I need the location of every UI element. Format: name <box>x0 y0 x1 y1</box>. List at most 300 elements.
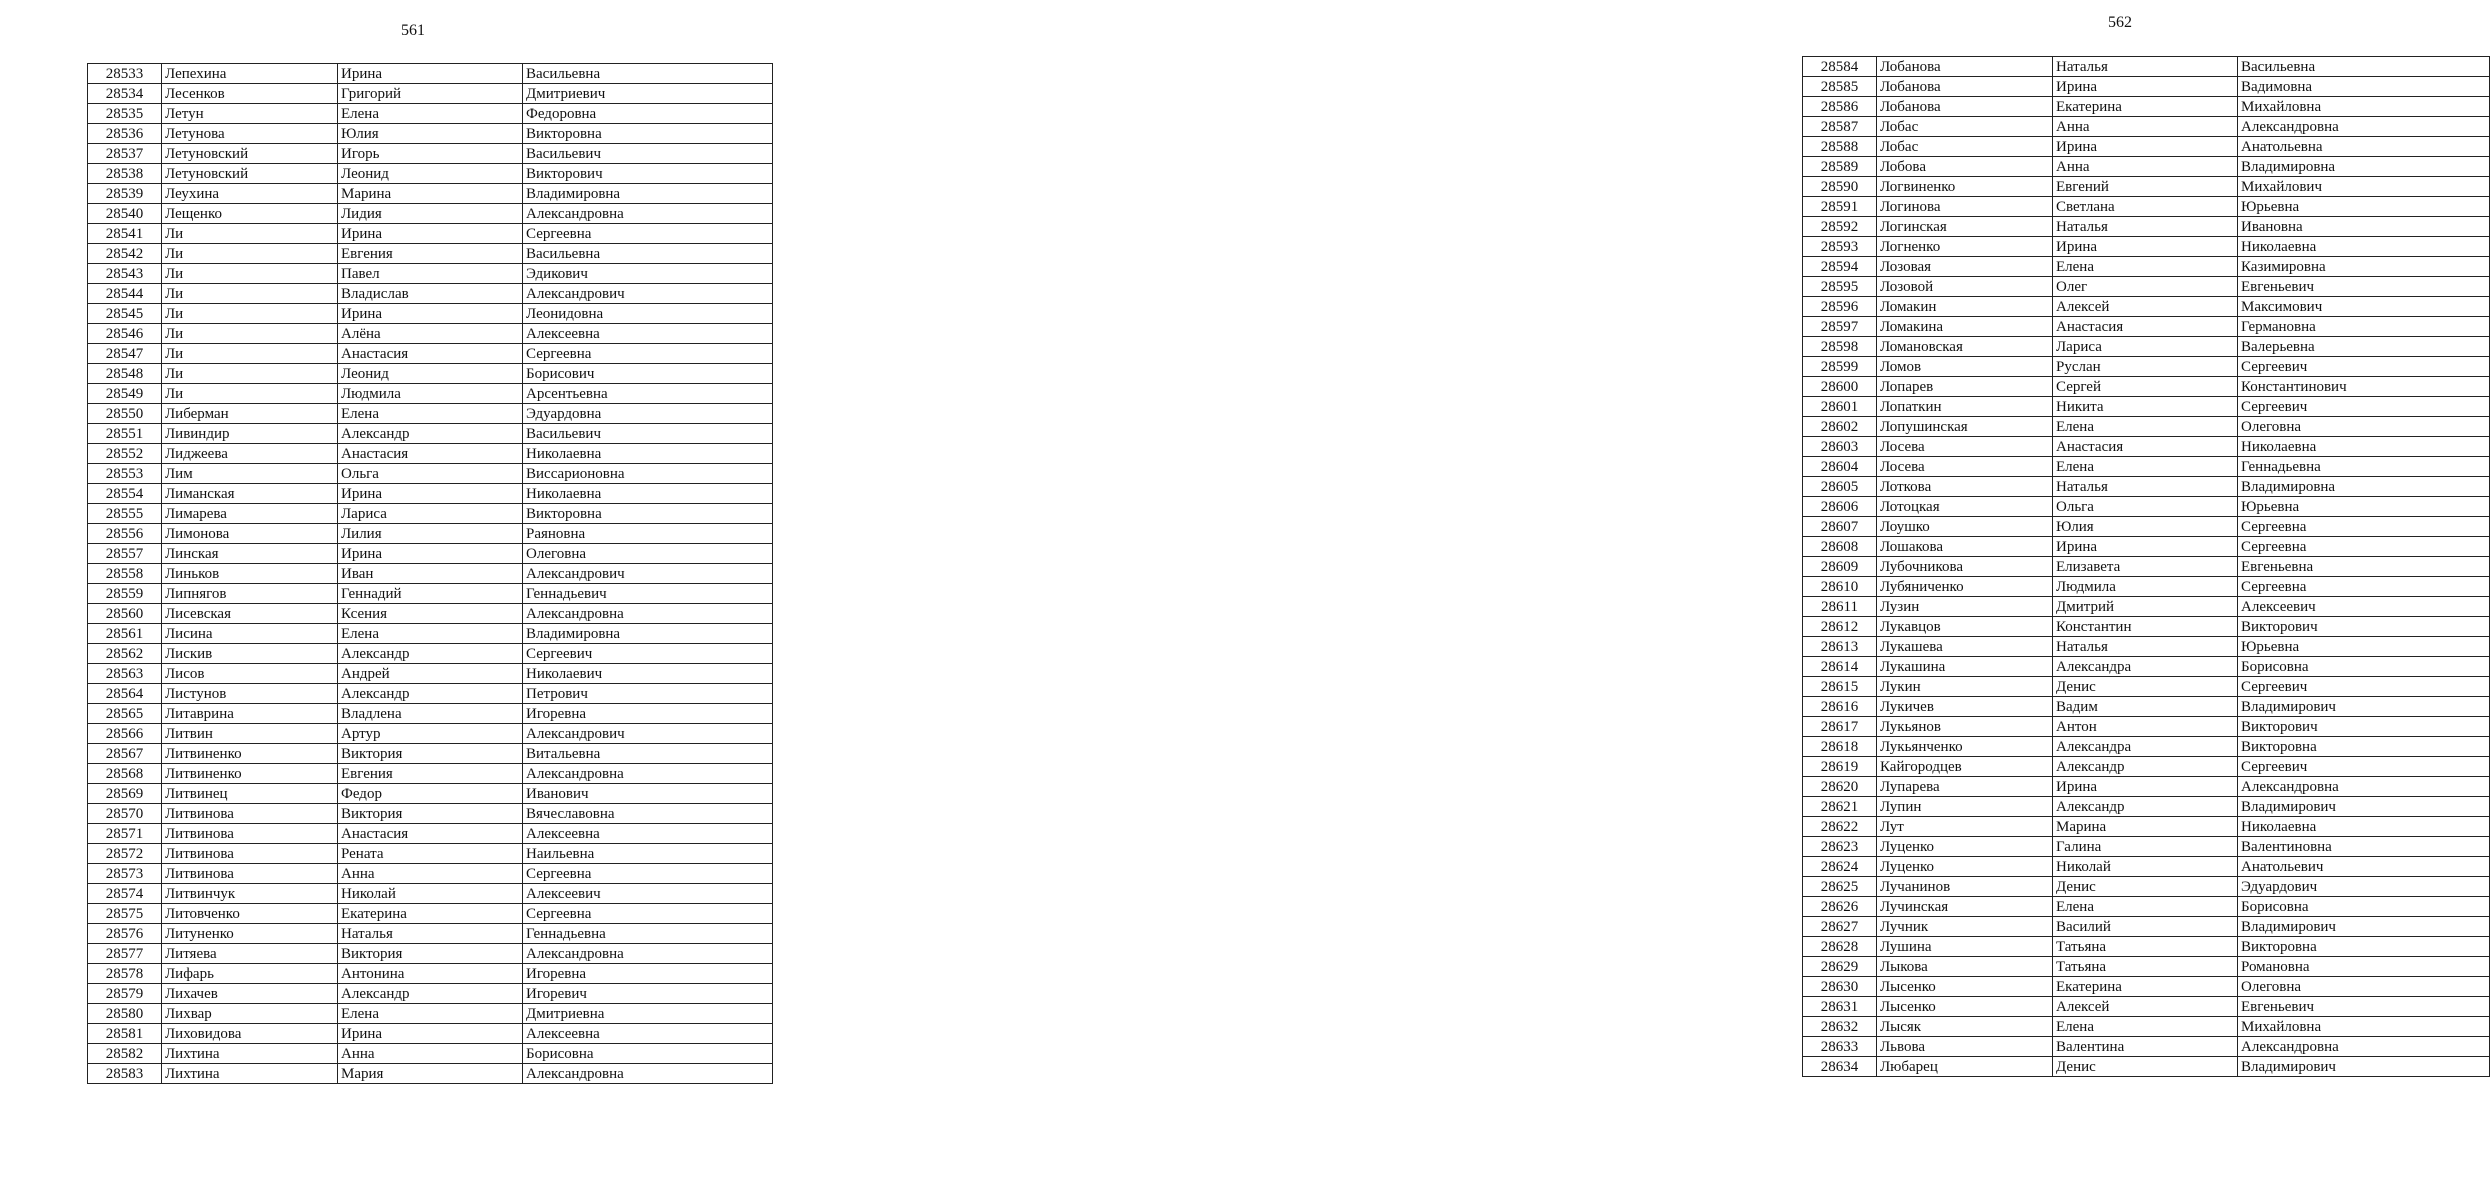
record-number-cell: 28552 <box>88 444 162 464</box>
patronymic-cell: Константинович <box>2238 377 2490 397</box>
patronymic-cell: Александрович <box>523 284 773 304</box>
record-number-cell: 28618 <box>1803 737 1877 757</box>
patronymic-cell: Васильевич <box>523 424 773 444</box>
patronymic-cell: Игоревна <box>523 964 773 984</box>
table-row <box>1803 197 2490 217</box>
first-name-cell: Евгения <box>338 244 523 264</box>
first-name-cell: Валентина <box>2053 1037 2238 1057</box>
table-row <box>88 144 773 164</box>
patronymic-cell: Витальевна <box>523 744 773 764</box>
first-name-cell: Анна <box>338 864 523 884</box>
first-name-cell: Анна <box>2053 157 2238 177</box>
patronymic-cell: Владимировна <box>2238 157 2490 177</box>
first-name-cell: Наталья <box>2053 477 2238 497</box>
first-name-cell: Александра <box>2053 657 2238 677</box>
patronymic-cell: Николаевна <box>2238 817 2490 837</box>
table-row <box>88 244 773 264</box>
first-name-cell: Елена <box>2053 417 2238 437</box>
record-number-cell: 28594 <box>1803 257 1877 277</box>
last-name-cell: Литвинова <box>162 864 338 884</box>
first-name-cell: Мария <box>338 1064 523 1084</box>
table-row <box>88 1024 773 1044</box>
last-name-cell: Луценко <box>1877 837 2053 857</box>
table-row <box>88 964 773 984</box>
patronymic-cell: Александровна <box>2238 777 2490 797</box>
last-name-cell: Логинова <box>1877 197 2053 217</box>
table-row <box>88 304 773 324</box>
first-name-cell: Александр <box>338 984 523 1004</box>
patronymic-cell: Романовна <box>2238 957 2490 977</box>
table-row <box>1803 1057 2490 1077</box>
last-name-cell: Ли <box>162 324 338 344</box>
table-row <box>88 684 773 704</box>
last-name-cell: Ливиндир <box>162 424 338 444</box>
record-number-cell: 28602 <box>1803 417 1877 437</box>
first-name-cell: Наталья <box>2053 57 2238 77</box>
last-name-cell: Лобанова <box>1877 97 2053 117</box>
patronymic-cell: Эдуардович <box>2238 877 2490 897</box>
patronymic-cell: Геннадьевна <box>2238 457 2490 477</box>
first-name-cell: Артур <box>338 724 523 744</box>
patronymic-cell: Владимирович <box>2238 917 2490 937</box>
last-name-cell: Лозовой <box>1877 277 2053 297</box>
record-number-cell: 28574 <box>88 884 162 904</box>
last-name-cell: Лесенков <box>162 84 338 104</box>
table-row <box>1803 237 2490 257</box>
patronymic-cell: Раяновна <box>523 524 773 544</box>
record-number-cell: 28603 <box>1803 437 1877 457</box>
record-number-cell: 28547 <box>88 344 162 364</box>
last-name-cell: Листунов <box>162 684 338 704</box>
record-number-cell: 28570 <box>88 804 162 824</box>
patronymic-cell: Леонидовна <box>523 304 773 324</box>
last-name-cell: Литвинова <box>162 824 338 844</box>
patronymic-cell: Алексеевич <box>2238 597 2490 617</box>
last-name-cell: Лупин <box>1877 797 2053 817</box>
patronymic-cell: Сергеевна <box>523 904 773 924</box>
table-row <box>1803 117 2490 137</box>
first-name-cell: Владислав <box>338 284 523 304</box>
first-name-cell: Ирина <box>2053 237 2238 257</box>
first-name-cell: Дмитрий <box>2053 597 2238 617</box>
last-name-cell: Ли <box>162 284 338 304</box>
table-row <box>88 424 773 444</box>
patronymic-cell: Сергеевич <box>523 644 773 664</box>
first-name-cell: Анастасия <box>2053 437 2238 457</box>
first-name-cell: Екатерина <box>2053 977 2238 997</box>
table-row <box>1803 1017 2490 1037</box>
first-name-cell: Владлена <box>338 704 523 724</box>
record-number-cell: 28619 <box>1803 757 1877 777</box>
patronymic-cell: Николаевна <box>523 444 773 464</box>
record-number-cell: 28626 <box>1803 897 1877 917</box>
first-name-cell: Елена <box>2053 897 2238 917</box>
record-number-cell: 28560 <box>88 604 162 624</box>
last-name-cell: Лиманская <box>162 484 338 504</box>
table-row <box>1803 577 2490 597</box>
patronymic-cell: Геннадьевич <box>523 584 773 604</box>
record-number-cell: 28535 <box>88 104 162 124</box>
table-row <box>1803 97 2490 117</box>
table-row <box>1803 77 2490 97</box>
patronymic-cell: Викторовна <box>523 124 773 144</box>
last-name-cell: Лимарева <box>162 504 338 524</box>
table-row <box>1803 717 2490 737</box>
last-name-cell: Лосева <box>1877 437 2053 457</box>
first-name-cell: Игорь <box>338 144 523 164</box>
first-name-cell: Елена <box>338 624 523 644</box>
table-row <box>88 744 773 764</box>
first-name-cell: Ирина <box>2053 777 2238 797</box>
first-name-cell: Василий <box>2053 917 2238 937</box>
record-number-cell: 28536 <box>88 124 162 144</box>
table-row <box>1803 737 2490 757</box>
last-name-cell: Лобас <box>1877 117 2053 137</box>
last-name-cell: Лобас <box>1877 137 2053 157</box>
patronymic-cell: Ивановна <box>2238 217 2490 237</box>
last-name-cell: Лысяк <box>1877 1017 2053 1037</box>
table-row <box>1803 397 2490 417</box>
first-name-cell: Елена <box>2053 1017 2238 1037</box>
patronymic-cell: Дмитриевна <box>523 1004 773 1024</box>
record-number-cell: 28561 <box>88 624 162 644</box>
record-number-cell: 28608 <box>1803 537 1877 557</box>
right-page <box>850 0 2347 1200</box>
record-number-cell: 28610 <box>1803 577 1877 597</box>
first-name-cell: Александра <box>2053 737 2238 757</box>
record-number-cell: 28553 <box>88 464 162 484</box>
last-name-cell: Лим <box>162 464 338 484</box>
record-number-cell: 28545 <box>88 304 162 324</box>
table-row <box>1803 277 2490 297</box>
first-name-cell: Александр <box>2053 797 2238 817</box>
last-name-cell: Лукашева <box>1877 637 2053 657</box>
table-row <box>88 724 773 744</box>
last-name-cell: Лисов <box>162 664 338 684</box>
patronymic-cell: Валерьевна <box>2238 337 2490 357</box>
patronymic-cell: Владимирович <box>2238 1057 2490 1077</box>
first-name-cell: Денис <box>2053 877 2238 897</box>
patronymic-cell: Владимирович <box>2238 697 2490 717</box>
record-number-cell: 28554 <box>88 484 162 504</box>
last-name-cell: Либерман <box>162 404 338 424</box>
last-name-cell: Литаврина <box>162 704 338 724</box>
record-number-cell: 28569 <box>88 784 162 804</box>
first-name-cell: Денис <box>2053 1057 2238 1077</box>
patronymic-cell: Игоревна <box>523 704 773 724</box>
first-name-cell: Наталья <box>338 924 523 944</box>
record-number-cell: 28630 <box>1803 977 1877 997</box>
last-name-cell: Лукьянченко <box>1877 737 2053 757</box>
table-row <box>88 164 773 184</box>
record-number-cell: 28565 <box>88 704 162 724</box>
first-name-cell: Виктория <box>338 944 523 964</box>
patronymic-cell: Игоревич <box>523 984 773 1004</box>
last-name-cell: Лихачев <box>162 984 338 1004</box>
patronymic-cell: Алексеевна <box>523 824 773 844</box>
record-number-cell: 28541 <box>88 224 162 244</box>
patronymic-cell: Владимировна <box>523 184 773 204</box>
record-number-cell: 28615 <box>1803 677 1877 697</box>
first-name-cell: Ирина <box>338 544 523 564</box>
table-row <box>88 464 773 484</box>
record-number-cell: 28622 <box>1803 817 1877 837</box>
last-name-cell: Лыкова <box>1877 957 2053 977</box>
first-name-cell: Ирина <box>2053 537 2238 557</box>
last-name-cell: Лихвар <box>162 1004 338 1024</box>
table-row <box>88 404 773 424</box>
table-row <box>88 764 773 784</box>
first-name-cell: Марина <box>2053 817 2238 837</box>
patronymic-cell: Александровна <box>523 944 773 964</box>
last-name-cell: Липнягов <box>162 584 338 604</box>
patronymic-cell: Александрович <box>523 724 773 744</box>
table-row <box>88 384 773 404</box>
record-number-cell: 28533 <box>88 64 162 84</box>
record-number-cell: 28543 <box>88 264 162 284</box>
record-number-cell: 28551 <box>88 424 162 444</box>
table-row <box>1803 897 2490 917</box>
first-name-cell: Григорий <box>338 84 523 104</box>
first-name-cell: Алексей <box>2053 997 2238 1017</box>
patronymic-cell: Алексеевич <box>523 884 773 904</box>
last-name-cell: Лобанова <box>1877 77 2053 97</box>
first-name-cell: Николай <box>338 884 523 904</box>
last-name-cell: Логинская <box>1877 217 2053 237</box>
last-name-cell: Лозовая <box>1877 257 2053 277</box>
name-list-table <box>87 63 773 1084</box>
table-row <box>1803 777 2490 797</box>
patronymic-cell: Федоровна <box>523 104 773 124</box>
table-row <box>88 644 773 664</box>
record-number-cell: 28563 <box>88 664 162 684</box>
table-row <box>1803 417 2490 437</box>
record-number-cell: 28542 <box>88 244 162 264</box>
patronymic-cell: Сергеевна <box>2238 517 2490 537</box>
last-name-cell: Литвиненко <box>162 764 338 784</box>
record-number-cell: 28558 <box>88 564 162 584</box>
last-name-cell: Кайгородцев <box>1877 757 2053 777</box>
last-name-cell: Лучанинов <box>1877 877 2053 897</box>
patronymic-cell: Николаевна <box>2238 437 2490 457</box>
table-row <box>88 364 773 384</box>
first-name-cell: Елена <box>338 1004 523 1024</box>
record-number-cell: 28566 <box>88 724 162 744</box>
first-name-cell: Вадим <box>2053 697 2238 717</box>
first-name-cell: Людмила <box>338 384 523 404</box>
table-row <box>1803 257 2490 277</box>
table-row <box>1803 177 2490 197</box>
table-row <box>1803 357 2490 377</box>
last-name-cell: Лоушко <box>1877 517 2053 537</box>
record-number-cell: 28585 <box>1803 77 1877 97</box>
patronymic-cell: Васильевна <box>2238 57 2490 77</box>
patronymic-cell: Олеговна <box>523 544 773 564</box>
patronymic-cell: Евгеньевна <box>2238 557 2490 577</box>
last-name-cell: Логненко <box>1877 237 2053 257</box>
last-name-cell: Ли <box>162 244 338 264</box>
patronymic-cell: Сергеевич <box>2238 357 2490 377</box>
patronymic-cell: Васильевич <box>523 144 773 164</box>
table-row <box>88 844 773 864</box>
first-name-cell: Наталья <box>2053 637 2238 657</box>
patronymic-cell: Виссарионовна <box>523 464 773 484</box>
left-page <box>0 0 850 1200</box>
last-name-cell: Ломакина <box>1877 317 2053 337</box>
first-name-cell: Андрей <box>338 664 523 684</box>
first-name-cell: Ирина <box>338 224 523 244</box>
table-row <box>88 544 773 564</box>
record-number-cell: 28599 <box>1803 357 1877 377</box>
last-name-cell: Лиджеева <box>162 444 338 464</box>
record-number-cell: 28567 <box>88 744 162 764</box>
patronymic-cell: Сергеевич <box>2238 757 2490 777</box>
first-name-cell: Леонид <box>338 164 523 184</box>
last-name-cell: Литяева <box>162 944 338 964</box>
record-number-cell: 28590 <box>1803 177 1877 197</box>
patronymic-cell: Николаевич <box>523 664 773 684</box>
record-number-cell: 28549 <box>88 384 162 404</box>
first-name-cell: Ксения <box>338 604 523 624</box>
patronymic-cell: Юрьевна <box>2238 637 2490 657</box>
table-row <box>88 224 773 244</box>
patronymic-cell: Вадимовна <box>2238 77 2490 97</box>
table-row <box>88 1004 773 1024</box>
record-number-cell: 28631 <box>1803 997 1877 1017</box>
table-row <box>1803 697 2490 717</box>
table-row <box>88 904 773 924</box>
table-row <box>88 504 773 524</box>
first-name-cell: Сергей <box>2053 377 2238 397</box>
last-name-cell: Лобова <box>1877 157 2053 177</box>
patronymic-cell: Борисовна <box>2238 657 2490 677</box>
first-name-cell: Федор <box>338 784 523 804</box>
table-row <box>1803 677 2490 697</box>
last-name-cell: Лопушинская <box>1877 417 2053 437</box>
record-number-cell: 28600 <box>1803 377 1877 397</box>
first-name-cell: Ирина <box>338 484 523 504</box>
last-name-cell: Литвинчук <box>162 884 338 904</box>
record-number-cell: 28614 <box>1803 657 1877 677</box>
record-number-cell: 28605 <box>1803 477 1877 497</box>
table-row <box>88 1064 773 1084</box>
patronymic-cell: Сергеевна <box>2238 577 2490 597</box>
last-name-cell: Лукьянов <box>1877 717 2053 737</box>
patronymic-cell: Германовна <box>2238 317 2490 337</box>
table-row <box>88 184 773 204</box>
last-name-cell: Луценко <box>1877 857 2053 877</box>
record-number-cell: 28550 <box>88 404 162 424</box>
last-name-cell: Лисина <box>162 624 338 644</box>
record-number-cell: 28571 <box>88 824 162 844</box>
patronymic-cell: Алексеевна <box>523 1024 773 1044</box>
table-row <box>88 804 773 824</box>
table-row <box>1803 517 2490 537</box>
first-name-cell: Анастасия <box>338 444 523 464</box>
record-number-cell: 28586 <box>1803 97 1877 117</box>
patronymic-cell: Викторовна <box>523 504 773 524</box>
last-name-cell: Литвинова <box>162 844 338 864</box>
last-name-cell: Лимонова <box>162 524 338 544</box>
patronymic-cell: Николаевна <box>523 484 773 504</box>
table-row <box>1803 297 2490 317</box>
record-number-cell: 28538 <box>88 164 162 184</box>
table-row <box>88 64 773 84</box>
first-name-cell: Ирина <box>338 1024 523 1044</box>
last-name-cell: Ли <box>162 344 338 364</box>
last-name-cell: Линская <box>162 544 338 564</box>
record-number-cell: 28580 <box>88 1004 162 1024</box>
record-number-cell: 28582 <box>88 1044 162 1064</box>
table-row <box>1803 757 2490 777</box>
record-number-cell: 28568 <box>88 764 162 784</box>
table-row <box>88 604 773 624</box>
record-number-cell: 28587 <box>1803 117 1877 137</box>
patronymic-cell: Эдикович <box>523 264 773 284</box>
last-name-cell: Летун <box>162 104 338 124</box>
first-name-cell: Алексей <box>2053 297 2238 317</box>
record-number-cell: 28546 <box>88 324 162 344</box>
first-name-cell: Ольга <box>2053 497 2238 517</box>
patronymic-cell: Максимович <box>2238 297 2490 317</box>
record-number-cell: 28559 <box>88 584 162 604</box>
patronymic-cell: Владимирович <box>2238 797 2490 817</box>
patronymic-cell: Анатольевна <box>2238 137 2490 157</box>
first-name-cell: Виктория <box>338 804 523 824</box>
first-name-cell: Константин <box>2053 617 2238 637</box>
patronymic-cell: Олеговна <box>2238 417 2490 437</box>
first-name-cell: Виктория <box>338 744 523 764</box>
record-number-cell: 28584 <box>1803 57 1877 77</box>
patronymic-cell: Алексеевна <box>523 324 773 344</box>
first-name-cell: Николай <box>2053 857 2238 877</box>
last-name-cell: Ломановская <box>1877 337 2053 357</box>
patronymic-cell: Дмитриевич <box>523 84 773 104</box>
record-number-cell: 28629 <box>1803 957 1877 977</box>
last-name-cell: Лискив <box>162 644 338 664</box>
table-row <box>1803 437 2490 457</box>
first-name-cell: Татьяна <box>2053 937 2238 957</box>
table-row <box>88 124 773 144</box>
record-number-cell: 28609 <box>1803 557 1877 577</box>
table-row <box>1803 997 2490 1017</box>
patronymic-cell: Борисович <box>523 364 773 384</box>
record-number-cell: 28607 <box>1803 517 1877 537</box>
table-row <box>88 664 773 684</box>
record-number-cell: 28576 <box>88 924 162 944</box>
table-row <box>1803 497 2490 517</box>
record-number-cell: 28588 <box>1803 137 1877 157</box>
table-row <box>1803 377 2490 397</box>
first-name-cell: Александр <box>338 684 523 704</box>
patronymic-cell: Валентиновна <box>2238 837 2490 857</box>
record-number-cell: 28620 <box>1803 777 1877 797</box>
first-name-cell: Евгений <box>2053 177 2238 197</box>
first-name-cell: Наталья <box>2053 217 2238 237</box>
record-number-cell: 28591 <box>1803 197 1877 217</box>
record-number-cell: 28544 <box>88 284 162 304</box>
record-number-cell: 28624 <box>1803 857 1877 877</box>
patronymic-cell: Сергеевна <box>2238 537 2490 557</box>
first-name-cell: Леонид <box>338 364 523 384</box>
last-name-cell: Литвиненко <box>162 744 338 764</box>
table-row <box>88 284 773 304</box>
table-row <box>88 564 773 584</box>
last-name-cell: Лоткова <box>1877 477 2053 497</box>
last-name-cell: Лотоцкая <box>1877 497 2053 517</box>
last-name-cell: Лучник <box>1877 917 2053 937</box>
first-name-cell: Олег <box>2053 277 2238 297</box>
